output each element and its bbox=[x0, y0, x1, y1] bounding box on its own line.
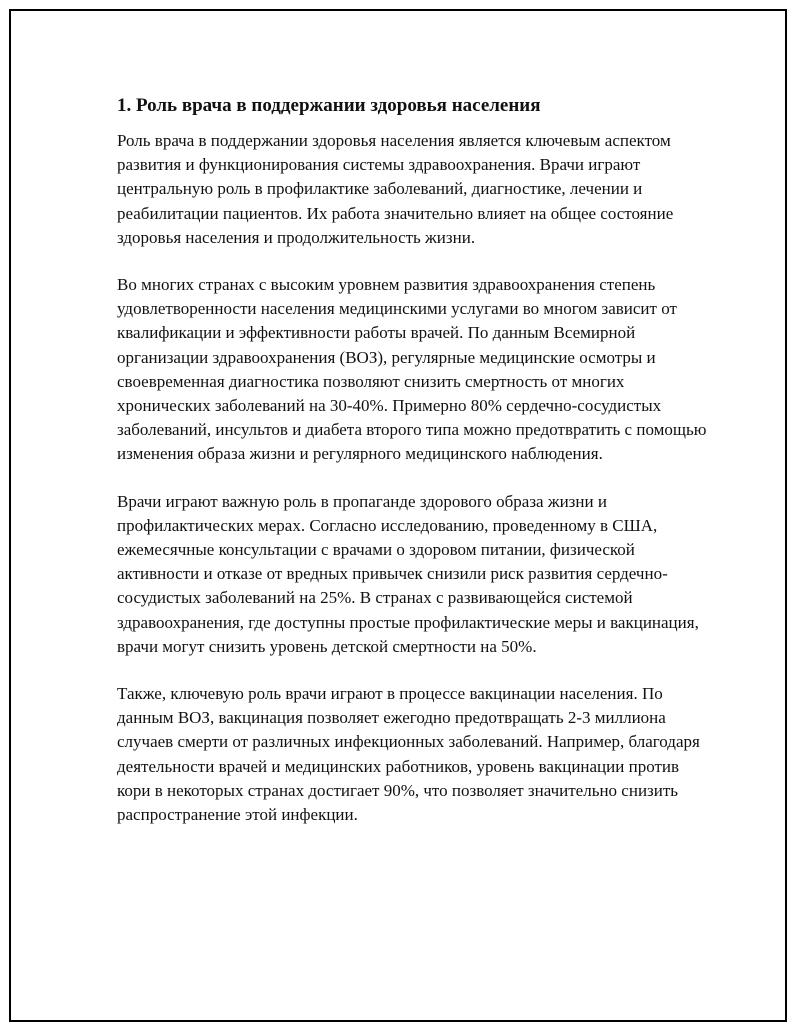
section-heading: 1. Роль врача в поддержании здоровья населения bbox=[117, 95, 541, 116]
paragraph-4: Также, ключевую роль врачи играют в процессе вакцинации населения. По данным ВОЗ, вакцинация позволяет ежегодно предотвращать 2-3 миллиона случаев смерти от различных инфекционных заболеваний. Например, благодаря деятельности врачей и медицинских работников, уровень вакцинации против кори в некоторых странах достигает 90%, что позволяет значительно снизить распространение этой инфекции. bbox=[117, 684, 700, 825]
paragraph-2: Во многих странах с высоким уровнем развития здравоохранения степень удовлетворенности населения медицинскими услугами во многом зависит от квалификации и эффективности работы врачей. По данным Всемирной организации здравоохранения (ВОЗ), регулярные медицинские осмотры и своевременная диагностика позволяют снизить смертность от многих хронических заболеваний на 30-40%. Примерно 80% сердечно-сосудистых заболеваний, инсультов и диабета второго типа можно предотвратить с помощью изменения образа жизни и регулярного медицинского наблюдения. bbox=[117, 275, 707, 464]
document-body bbox=[117, 93, 707, 850]
paragraph-3: Врачи играют важную роль в пропаганде здорового образа жизни и профилактических мерах. Согласно исследованию, проведенному в США, ежемесячные консультации с врачами о здоровом питании, физической активности и отказе от вредных привычек снизили риск развития сердечно-сосудистых заболеваний на 25%. В странах с развивающейся системой здравоохранения, где доступны простые профилактические меры и вакцинация, врачи могут снизить уровень детской смертности на 50%. bbox=[117, 491, 699, 656]
paragraph-1: Роль врача в поддержании здоровья населения является ключевым аспектом развития и функционирования системы здравоохранения. Врачи играют центральную роль в профилактике заболеваний, диагностике, лечении и реабилитации пациентов. Их работа значительно влияет на общее состояние здоровья населения и продолжительность жизни. bbox=[117, 131, 674, 247]
